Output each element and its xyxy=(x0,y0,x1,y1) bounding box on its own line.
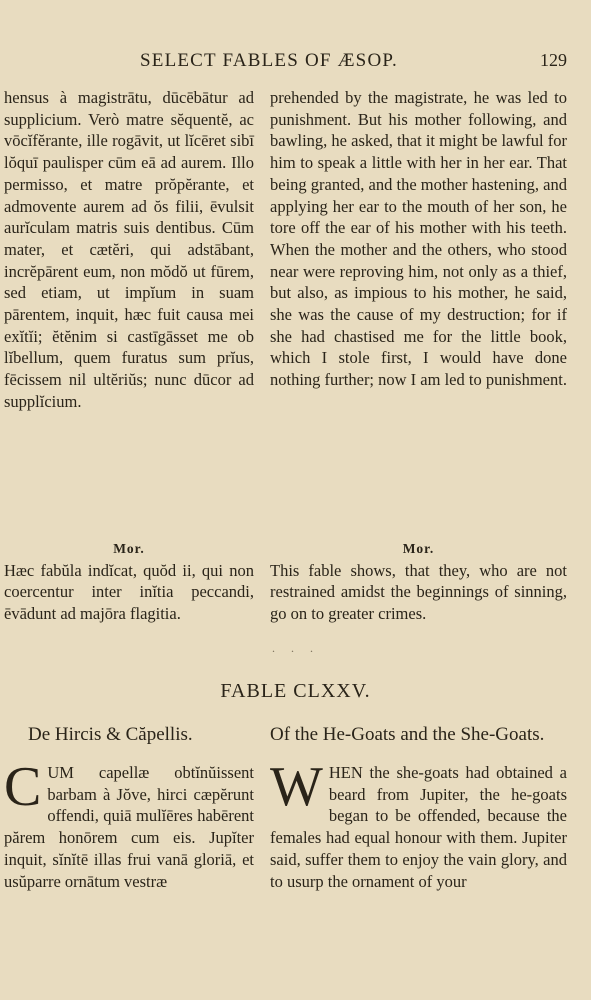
english-paragraph: prehended by the magistrate, he was led to punishment. But his mother following, and bawling, he asked, that it might be lawful for him to speak a little with her in her ear. That being granted, and the mother hastening, and applying her ear to the mouth of her son, he tore off the ear of his mother with his teeth. When the mother and the others, who stood near were reproving him, not only as a thief, but also, as impious to his mother, he said, she was the cause of my destruction; for if she had chastised me for the little book, which I stole first, I would have done nothing further; now I am led to punishment. xyxy=(270,88,567,390)
page-number: 129 xyxy=(540,50,567,70)
fable-title: FABLE CLXXV. xyxy=(220,680,371,702)
english-moral-text: This fable shows, that they, who are not restrained amidst the beginnings of sinning, go on to greater crimes. xyxy=(270,560,567,624)
latin-subtitle: De Hircis & Căpellis. xyxy=(28,724,193,745)
latin-paragraph: hensus à magistrātu, dūcēbātur ad supplicium. Verò matre sĕquentĕ, ac vōcĭfĕrante, ille rogāvit, ut lĭcēret sibī lŏquī paulisper cūm eā ad aurem. Illo permisso, et matre prŏpĕrante, et admovente aurem ad ŏs filii, ēvulsit aurĭculam matris suis dentibus. Cūm mater, et cætĕri, qui adstābant, incrĕpārent eum, non mŏdŏ ut fūrem, sed etiam, ut impĭum in suam pārentem, inquit, hæc fuit causa mei exĭtĭi; ĕtĕnim si castīgāsset me ob lĭbellum, quem furatus sum prĭus, fēcissem nil ultĕriŭs; nunc dūcor ad supplĭcium. xyxy=(4,88,254,411)
section-divider: · · · xyxy=(271,644,320,658)
latin-moral-heading: Mor. xyxy=(113,541,145,556)
latin-fable-text: UM capellæ obtĭnŭissent barbam à Jŏve, hirci cæpĕrunt offendi, quiā mulĭēres habērent părem honōrem cum eis. Jupĭter inquit, sĭnĭtē illas frui vanā gloriā, et usŭparre ornātum vestræ xyxy=(4,763,254,891)
latin-moral xyxy=(4,538,254,625)
latin-dropcap: C xyxy=(4,756,42,818)
running-title: SELECT FABLES OF ÆSOP. xyxy=(140,50,398,71)
english-subtitle: Of the He-Goats and the She-Goats. xyxy=(270,724,545,745)
english-moral xyxy=(270,538,567,625)
latin-column-top xyxy=(4,87,254,413)
english-column-top xyxy=(270,87,567,391)
latin-fable-column xyxy=(4,756,254,892)
english-moral-heading: Mor. xyxy=(402,541,435,556)
english-dropcap: W xyxy=(270,756,323,818)
english-fable-text: HEN the she-goats had obtained a beard from Jupiter, the he-goats began to be offended, because the females had equal honour with them. Jupiter said, suffer them to enjoy the vain glory, and to usurp the ornament of your xyxy=(270,763,567,891)
latin-moral-text: Hæc fabŭla indĭcat, quŏd ii, qui non coercentur inter inĭtia peccandi, ēvādunt ad majōra flagitia. xyxy=(4,560,254,624)
page-header xyxy=(0,50,591,74)
english-fable-column xyxy=(270,756,567,892)
